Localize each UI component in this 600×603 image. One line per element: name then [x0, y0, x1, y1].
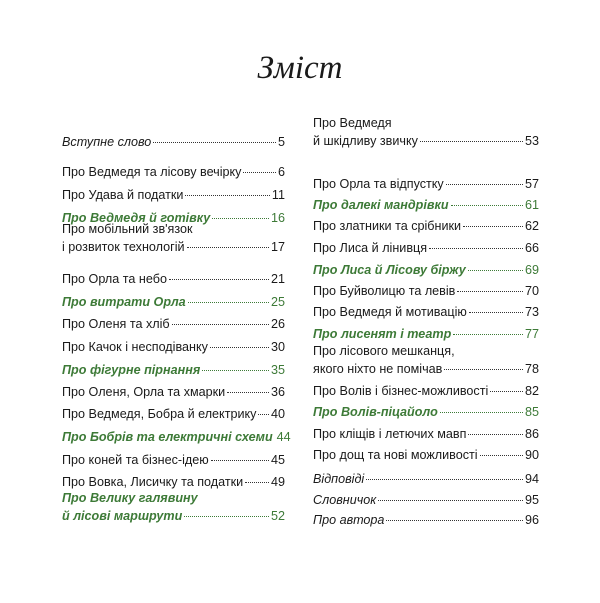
- toc-page-number: 69: [524, 262, 539, 277]
- toc-dot-leader: [172, 311, 269, 325]
- toc-page-number: 11: [271, 187, 285, 202]
- toc-entry-title: Про Лиса й Лісову біржу: [313, 262, 466, 277]
- toc-entry-title: Про фігурне пірнання: [62, 362, 201, 377]
- toc-page-number: 49: [270, 474, 285, 489]
- toc-entry: [62, 404, 285, 422]
- toc-page-number: 40: [270, 406, 285, 421]
- toc-entry-title: Про Ведмедя, Бобра й електрику: [62, 406, 257, 421]
- toc-entry-title: Про дощ та нові можливості: [313, 447, 478, 462]
- toc-entry-title: Про Велику галявину: [62, 491, 198, 505]
- toc-page-number: 25: [270, 294, 285, 309]
- toc-entry-title: Про Оленя та хліб: [62, 316, 170, 331]
- toc-dot-leader: [187, 234, 269, 248]
- toc-page-number: 53: [524, 133, 539, 148]
- toc-dot-leader: [429, 235, 523, 249]
- toc-dot-leader: [457, 278, 523, 292]
- toc-entry: [313, 344, 539, 377]
- toc-entry: [62, 382, 285, 400]
- toc-entry-title: Про Лиса й лінивця: [313, 240, 428, 255]
- toc-dot-leader: [453, 321, 523, 335]
- toc-page-number: 95: [524, 492, 539, 507]
- toc-entry-title: Про Орла та відпустку: [313, 176, 444, 191]
- toc-dot-leader: [153, 129, 276, 143]
- toc-entry-title: Відповіді: [313, 471, 365, 486]
- toc-page-number: 57: [524, 176, 539, 191]
- toc-page-number: 62: [524, 218, 539, 233]
- toc-dot-leader: [188, 289, 269, 303]
- toc-entry-title: Про далекі мандрівки: [313, 197, 449, 212]
- toc-dot-leader: [243, 159, 276, 173]
- toc-entry: [313, 381, 539, 399]
- toc-page-number: 85: [524, 404, 539, 419]
- toc-page-number: 26: [270, 316, 285, 331]
- toc-page-number: 44: [276, 429, 291, 444]
- toc-dot-leader: [202, 357, 269, 371]
- toc-entry: [62, 185, 285, 203]
- toc-entry: [313, 238, 539, 256]
- toc-entry: [313, 116, 539, 149]
- toc-page-number: 45: [270, 452, 285, 467]
- toc-entry-title: Про лисенят і театр: [313, 326, 452, 341]
- toc-dot-leader: [227, 379, 269, 393]
- toc-entry: [313, 195, 539, 213]
- toc-entry: [313, 324, 539, 342]
- toc-entry: [313, 424, 539, 442]
- toc-page-number: 16: [270, 210, 285, 225]
- toc-entry-title: Про автора: [313, 512, 385, 527]
- toc-entry-title: Про Удава й податки: [62, 187, 184, 202]
- toc-entry-title: Про златники та срібники: [313, 218, 462, 233]
- toc-entry: [62, 222, 285, 255]
- toc-page-number: 21: [270, 271, 285, 286]
- toc-dot-leader: [444, 356, 523, 370]
- toc-entry-title: Про Ведмедя: [313, 116, 392, 130]
- toc-entry-title: Про Вовка, Лисичку та податки: [62, 474, 244, 489]
- toc-entry-title: і розвиток технологій: [62, 239, 185, 254]
- toc-dot-leader: [169, 266, 269, 280]
- toc-entry-title: Про витрати Орла: [62, 294, 186, 309]
- toc-dot-leader: [211, 447, 269, 461]
- toc-entry: [62, 162, 285, 180]
- toc-dot-leader: [469, 299, 523, 313]
- toc-dot-leader: [366, 466, 523, 480]
- toc-page-number: 78: [524, 361, 539, 376]
- toc-entry: [62, 491, 285, 524]
- toc-entry: [313, 174, 539, 192]
- toc-dot-leader: [212, 205, 269, 219]
- toc-entry-title: Про Буйволицю та левів: [313, 283, 456, 298]
- toc-page-number: 73: [524, 304, 539, 319]
- toc-entry: [62, 269, 285, 287]
- toc-page-number: 66: [524, 240, 539, 255]
- toc-page-number: 82: [524, 383, 539, 398]
- toc-entry: [62, 427, 291, 445]
- toc-entry-title: Про Оленя, Орла та хмарки: [62, 384, 226, 399]
- toc-entry: [313, 510, 539, 528]
- toc-dot-leader: [480, 442, 523, 456]
- toc-entry: [62, 472, 285, 490]
- toc-entry-title: Про Волів і бізнес-можливості: [313, 383, 489, 398]
- toc-page-number: 96: [524, 512, 539, 527]
- toc-entry-title: Про коней та бізнес-ідею: [62, 452, 209, 467]
- toc-dot-leader: [446, 171, 523, 185]
- toc-dot-leader: [258, 401, 269, 415]
- toc-entry-title: Про Орла та небо: [62, 271, 167, 286]
- toc-page-number: 86: [524, 426, 539, 441]
- toc-dot-leader: [490, 378, 523, 392]
- toc-page-number: 17: [270, 239, 285, 254]
- toc-entry: [313, 281, 539, 299]
- toc-entry-title: Про Ведмедя й мотивацію: [313, 304, 467, 319]
- toc-dot-leader: [420, 128, 523, 142]
- toc-page-number: 70: [524, 283, 539, 298]
- toc-entry-title: Словничок: [313, 492, 377, 507]
- toc-dot-leader: [468, 257, 523, 271]
- toc-entry-title: Про Ведмедя й готівку: [62, 210, 211, 225]
- toc-dot-leader: [378, 487, 523, 501]
- toc-dot-leader: [245, 469, 269, 483]
- toc-dot-leader: [184, 503, 269, 517]
- toc-entry: [313, 490, 539, 508]
- toc-entry-title: Вступне слово: [62, 134, 152, 149]
- toc-page-number: 94: [524, 471, 539, 486]
- toc-page-number: 30: [270, 339, 285, 354]
- toc-entry-title: Про Ведмедя та лісову вечірку: [62, 164, 242, 179]
- toc-page-number: 35: [270, 362, 285, 377]
- toc-entry: [313, 469, 539, 487]
- toc-dot-leader: [468, 421, 523, 435]
- toc-dot-leader: [451, 192, 523, 206]
- toc-entry: [62, 314, 285, 332]
- toc-entry-title: й шкідливу звичку: [313, 133, 418, 148]
- toc-page-number: 5: [277, 134, 285, 149]
- toc-entry-title: й лісові маршрути: [62, 508, 183, 523]
- toc-entry: [62, 292, 285, 310]
- toc-entry: [313, 260, 539, 278]
- toc-dot-leader: [210, 334, 269, 348]
- toc-page-number: 90: [524, 447, 539, 462]
- toc-entry-title: Про Волів-піцайоло: [313, 404, 438, 419]
- toc-entry-title: Про Качок і несподіванку: [62, 339, 208, 354]
- toc-entry: [62, 450, 285, 468]
- toc-entry-title: Про кліщів і летючих мавп: [313, 426, 467, 441]
- toc-dot-leader: [440, 399, 523, 413]
- toc-page-number: 52: [270, 508, 285, 523]
- toc-entry: [313, 302, 539, 320]
- toc-entry: [313, 445, 539, 463]
- toc-entry: [313, 402, 539, 420]
- toc-entry: [313, 216, 539, 234]
- toc-entry: [62, 337, 285, 355]
- toc-entry: [62, 132, 285, 150]
- toc-page-number: 6: [277, 164, 285, 179]
- toc-entry-title: Про Бобрів та електричні схеми: [62, 429, 273, 444]
- toc-entry-title: Про мобільний зв'язок: [62, 222, 193, 236]
- toc-page-number: 36: [270, 384, 285, 399]
- toc-dot-leader: [386, 507, 523, 521]
- toc-entry: [62, 360, 285, 378]
- page-title: Зміст: [257, 50, 343, 86]
- toc-page-number: 77: [524, 326, 539, 341]
- toc-entry-title: якого ніхто не помічав: [313, 361, 443, 376]
- toc-dot-leader: [185, 182, 269, 196]
- toc-page-number: 61: [524, 197, 539, 212]
- toc-dot-leader: [463, 213, 523, 227]
- toc-entry-title: Про лісового мешканця,: [313, 344, 455, 358]
